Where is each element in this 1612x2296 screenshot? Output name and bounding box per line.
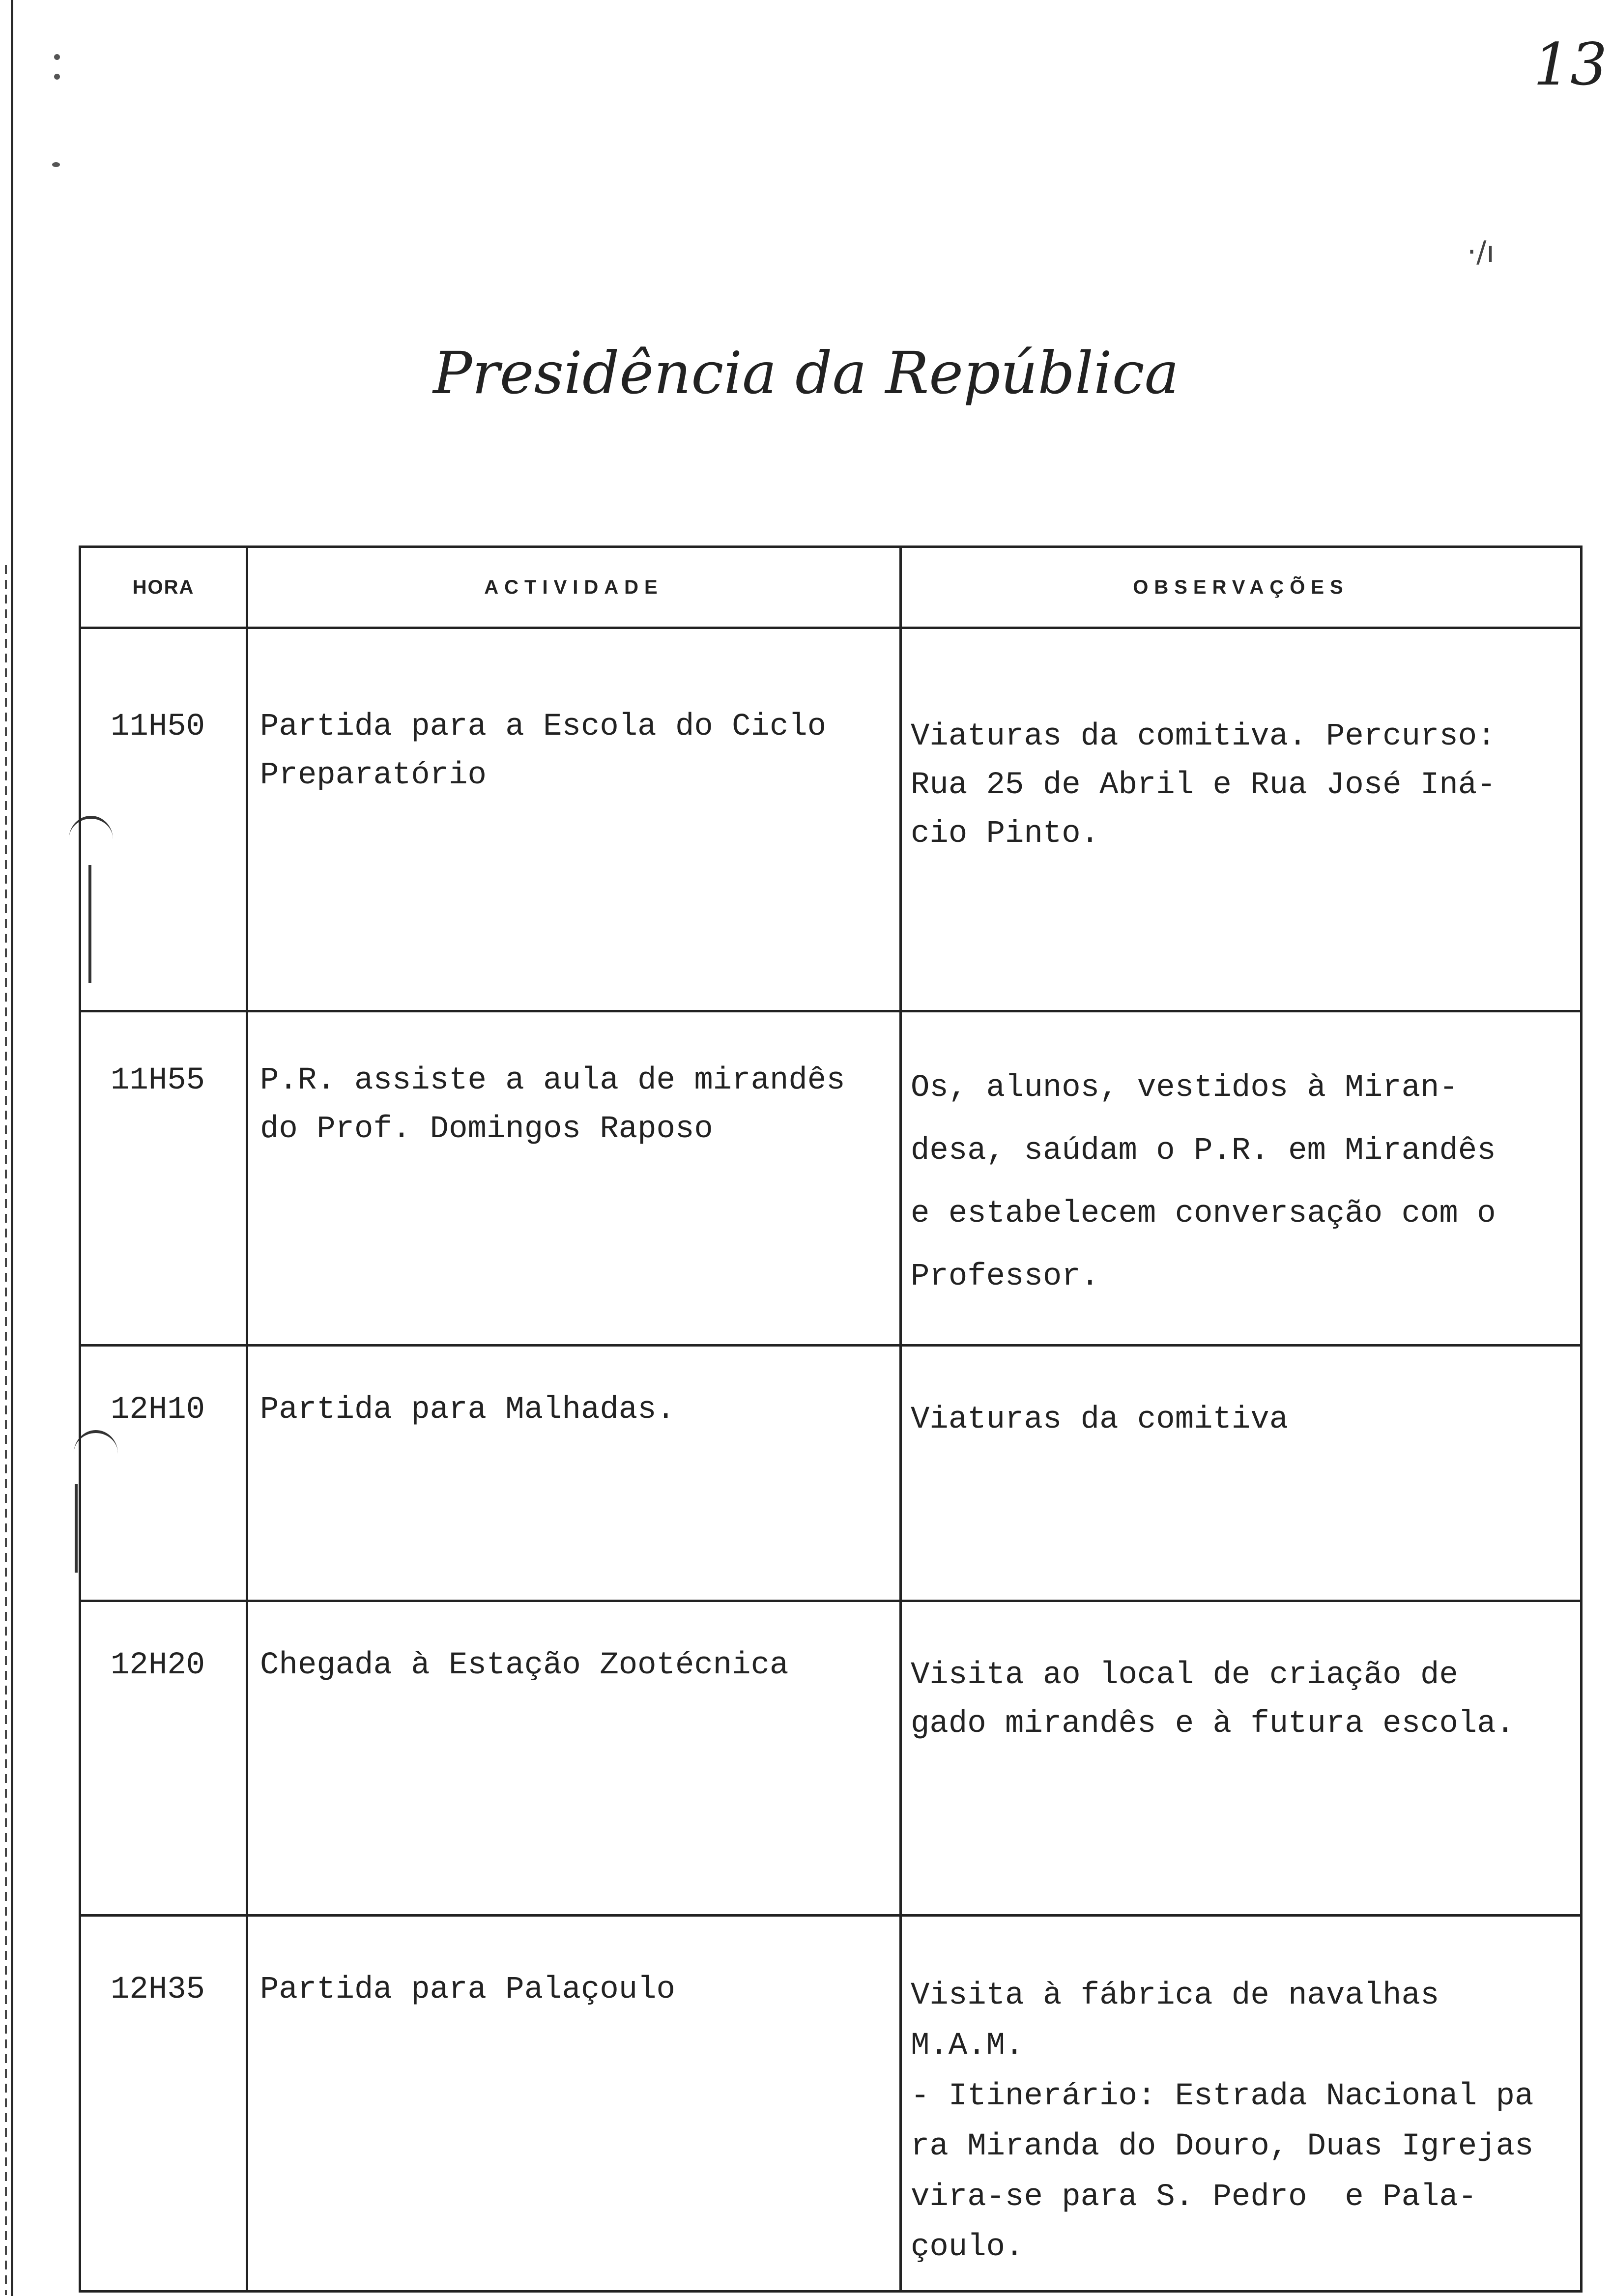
scan-speck (52, 162, 60, 167)
table-row (81, 1602, 1580, 1917)
scan-speck (54, 74, 60, 80)
cell-actividade: Partida para a Escola do Ciclo Preparatório (248, 629, 902, 1010)
table-header (81, 548, 1580, 629)
cell-observacoes: Visita ao local de criação de gado mirandês e à futura escola. (911, 1658, 1515, 1742)
cell-observacoes: Viaturas da comitiva. Percurso: Rua 25 de Abril e Rua José Iná- cio Pinto. (911, 719, 1496, 852)
cell-actividade: Partida para Malhadas. (248, 1347, 902, 1600)
cell-actividade: Chegada à Estação Zootécnica (248, 1602, 902, 1914)
margin-mark: ·/ı (1467, 235, 1495, 269)
cell-actividade: Partida para Palaçoulo (248, 1917, 902, 2290)
header-observacoes: OBSERVAÇÕES (1133, 576, 1349, 598)
cell-observacoes: Viaturas da comitiva (911, 1402, 1289, 1437)
table-row (81, 1012, 1580, 1347)
cell-hora: 12H20 (81, 1602, 248, 1914)
scan-speck (54, 54, 60, 60)
table-row (81, 1917, 1580, 2290)
table-row (81, 629, 1580, 1012)
binder-hole-stem (75, 1484, 78, 1573)
scan-edge-noise (5, 565, 7, 2295)
header-hora: HORA (81, 548, 248, 627)
cell-hora: 12H10 (81, 1347, 248, 1600)
cell-observacoes: Os, alunos, vestidos à Miran- desa, saúdam o P.R. em Mirandês e estabelecem conversação com o Professor. (911, 1070, 1496, 1294)
cell-hora: 11H55 (81, 1012, 248, 1344)
cell-actividade: P.R. assiste a aula de mirandês do Prof. Domingos Raposo (248, 1012, 902, 1344)
cell-observacoes: Visita à fábrica de navalhas M.A.M. - Itinerário: Estrada Nacional pa ra Miranda do Douro, Duas Igrejas vira-se para S. Pedro e Pala- çoulo. (911, 1978, 1534, 2265)
letterhead: Presidência da República (432, 339, 1180, 407)
cell-hora: 11H50 (81, 629, 248, 1010)
schedule-table (79, 545, 1583, 2293)
table-row (81, 1347, 1580, 1602)
cell-hora: 12H35 (81, 1917, 248, 2290)
header-actividade: ACTIVIDADE (248, 548, 902, 627)
page-number: 13 (1533, 30, 1608, 98)
